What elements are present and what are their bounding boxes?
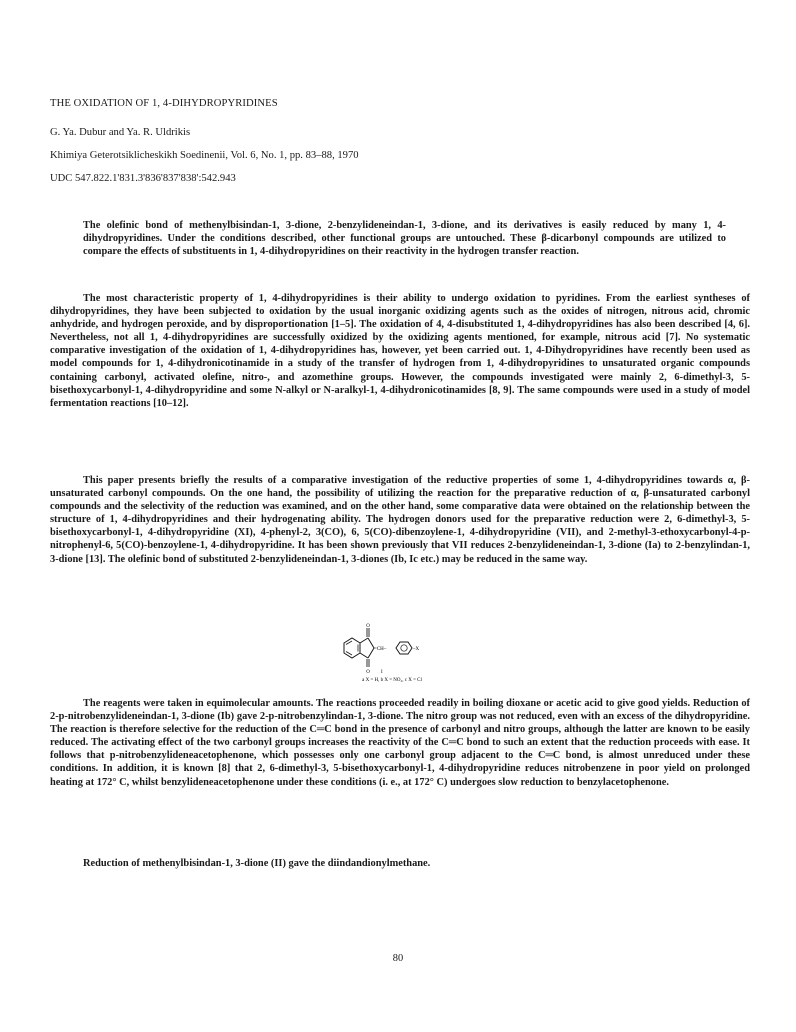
oxygen-label-bottom: O — [366, 670, 370, 675]
paragraph-2 — [50, 474, 750, 566]
substituent-x-label: –X — [413, 647, 420, 652]
paragraph-3 — [50, 697, 750, 789]
methine-label: =CH– — [374, 647, 387, 652]
chemical-structure-figure — [336, 623, 448, 683]
paragraph-3-text: The reagents were taken in equimolecular amounts. The reactions proceeded readily in boiling dioxane or acetic acid to give good yields. Reduction of 2-p-nitrobenzylideneindan-1, 3-dione (Ib) gave 2-p-nitrobenzylindan-1, 3-dione. The nitro group was not reduced, even with an excess of the dihydropyridine. The reaction is therefore selective for the reduction of the C═C bond in the presence of carbonyl and nitro groups, although the latter are known to be easily reduced. The activating effect of the two carbonyl groups increases the reactivity of the C═C bond to such an extent that the reduction proceeds with ease. It follows that p-nitrobenzylideneacetophenone, which possesses only one carbonyl group adjacent to the C═C bond, is almost unreduced under these conditions. In addition, it is known [8] that 2, 6-dimethyl-3, 5-bisethoxycarbonyl-1, 4-dihydropyridine reduces nitrobenzene in poor yield on prolonged heating at 172° C, whilst benzylideneacetophenone under these conditions (i. e., at 172° C) undergoes slow reduction to benzylacetophenone. — [50, 698, 750, 788]
page-number: 80 — [392, 953, 404, 964]
oxygen-label-top: O — [366, 624, 370, 629]
article-authors: G. Ya. Dubur and Ya. R. Uldrikis — [50, 127, 191, 138]
article-header — [50, 97, 750, 185]
compound-number: I — [381, 670, 383, 675]
paragraph-1-text: The most characteristic property of 1, 4-dihydropyridines is their ability to undergo oxidation to pyridines. From the earliest syntheses of dihydropyridines, they have been subjected to oxidation by the usual inorganic oxidizing agents such as the oxides of nitrogen, nitrous acid, chromic anhydride, and hydrogen peroxide, and by disproportionation [1–5]. The oxidation of 4, 4-disubstituted 1, 4-dihydropyridines has also been described [4, 6]. Nevertheless, not all 1, 4-dihydropyridines are successfully oxidized by the oxidizing agents mentioned, for example, nitrous acid [7]. No systematic comparative investigation of the oxidation of 1, 4-dihydropyridines has, however, yet been carried out. 1, 4-Dihydropyridines have recently been used as model compounds for 1, 4-dihydronicotinamide in a study of the transfer of hydrogen from 1, 4-dihydropyridines to unsaturated organic compounds containing carbonyl, activated olefine, nitro-, and azomethine groups. However, the compounds investigated were mainly 2, 6-dimethyl-3, 5-bisethoxycarbonyl-1, 4-dihydropyridine and some N-alkyl or N-aralkyl-1, 4-dihydronicotinamides [8, 9]. The same compounds were used in a study of model fermentation reactions [10–12]. — [50, 293, 750, 409]
paragraph-2-text: This paper presents briefly the results of a comparative investigation of the reductive properties of some 1, 4-dihydropyridines towards α, β-unsaturated carbonyl compounds. On the one hand, the possibility of utilizing the reaction for the preparative reduction of α, β-unsaturated carbonyl compounds and the selectivity of the reduction was examined, and on the other hand, some comparative data were obtained on the relationship between the structure of 1, 4-dihydropyridines and their hydrogenating ability. The hydrogen donors used for the preparative reduction were 2, 6-dimethyl-3, 5-bisethoxycarbonyl-1, 4-dihydropyridine (XI), 4-phenyl-2, 3(CO), 6, 5(CO)-dibenzoylene-1, 4-dihydropyridine (VII), and 2-methyl-3-ethoxycarbonyl-4-p-nitrophenyl-6, 5(CO)-benzoylene-1, 4-dihydropyridine. It has been shown previously that VII reduces 2-benzylideneindan-1, 3-dione (Ia) to 2-benzylindan-1, 3-dione [13]. The olefinic bond of substituted 2-benzylideneindan-1, 3-diones (Ib, Ic etc.) may be reduced in the same way. — [50, 475, 750, 565]
ring-bond — [360, 638, 368, 643]
journal-citation: Khimiya Geterotsiklicheskikh Soedinenii, Vol. 6, No. 1, pp. 83–88, 1970 — [50, 150, 359, 161]
paragraph-1 — [50, 292, 750, 410]
paragraph-4-text: Reduction of methenylbisindan-1, 3-dione (II) gave the diindandionylmethane. — [83, 858, 431, 869]
udc-code: UDC 547.822.1'831.3'836'837'838':542.943 — [50, 173, 236, 184]
ring-bond — [360, 653, 368, 658]
article-title: THE OXIDATION OF 1, 4-DIHYDROPYRIDINES — [50, 98, 278, 109]
paragraph-4 — [50, 857, 750, 870]
benzene-ring-right — [396, 642, 412, 654]
indandione-structure-drawing — [336, 623, 448, 683]
structure-caption: a X = H, b X = NO₂, c X = Cl — [362, 678, 422, 683]
abstract: The olefinic bond of methenylbisindan-1, 3-dione, 2-benzylideneindan-1, 3-dione, and its derivatives is easily reduced by many 1, 4-dihydropyridines. Under the conditions described, other functional groups are untouched. These β-dicarbonyl compounds are utilized to compare the effects of substituents in 1, 4-dihydropyridines on their reactivity in the hydrogen transfer reaction. — [83, 220, 726, 257]
aromatic-circle — [401, 645, 407, 651]
